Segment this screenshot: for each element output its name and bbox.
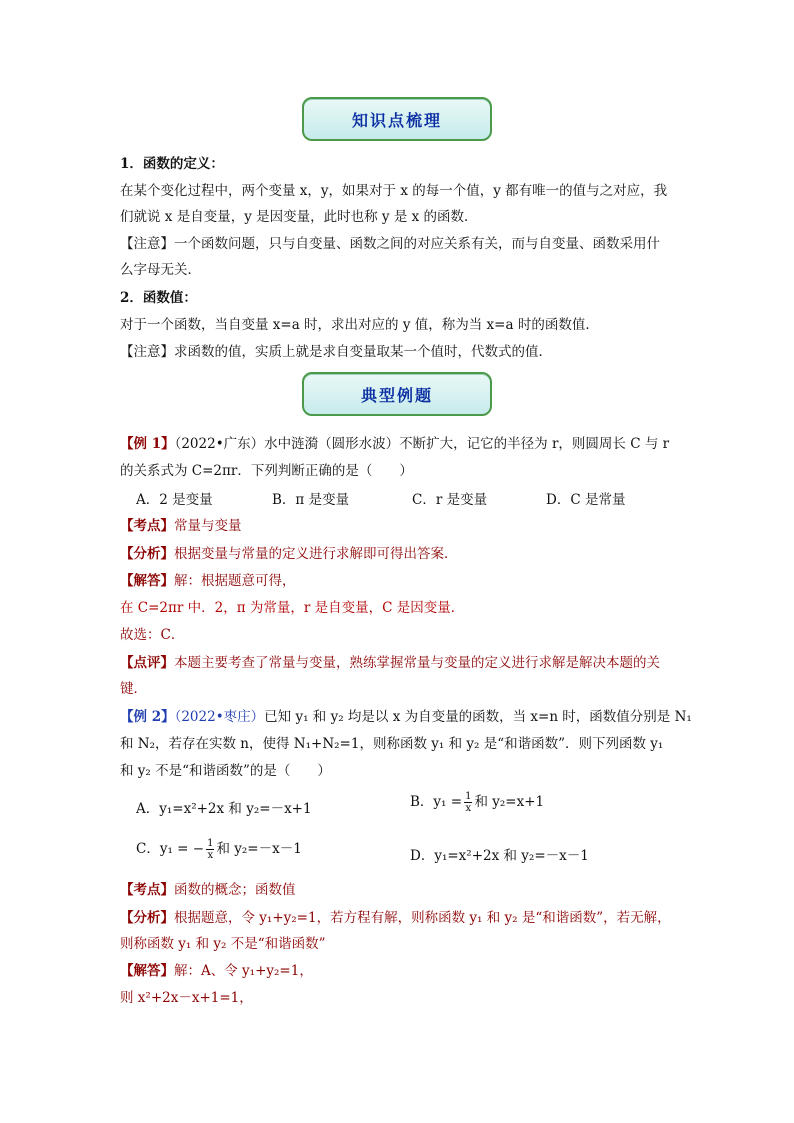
ex1-dianping-line2: 键． (120, 681, 147, 697)
label-tag: 【考点】 (120, 882, 174, 898)
ex2-jieda (120, 961, 680, 981)
ex1-q1: （2022•广东）水中涟漪（圆形水波）不断扩大，记它的半径为 r，则圆周长 C 与 r (174, 436, 670, 452)
ex2-option-c (136, 837, 302, 861)
ex2-source: （2022•枣庄） (174, 709, 265, 725)
section-title: 知识点梳理 (351, 110, 442, 130)
section-title-badge-knowledge (302, 97, 492, 141)
ex2-question-line1 (120, 707, 692, 727)
k1-note2: 么字母无关． (120, 262, 201, 278)
option-letter: B． (410, 794, 434, 810)
ex1-dianping (120, 653, 680, 673)
denominator: x (207, 850, 214, 861)
k2-note: 【注意】求函数的值，实质上就是求自变量取某一个值时，代数式的值． (120, 344, 552, 360)
option-lhs: y₁ = (433, 794, 463, 810)
option-lhs: y₁ = − (159, 841, 205, 857)
ex1-option-b: B．π 是变量 (272, 492, 350, 508)
k2-line1: 对于一个函数，当自变量 x=a 时，求出对应的 y 值，称为当 x=a 时的函数值． (120, 317, 599, 333)
ex1-tag: 【例 1】 (120, 436, 175, 452)
label-tag: 【分析】 (120, 910, 174, 926)
ex1-question-line1 (120, 434, 680, 454)
k2-heading: 2．函数值： (120, 290, 197, 306)
ex2-option-b (410, 790, 544, 814)
k1-note1: 【注意】一个函数问题，只与自变量、函数之间的对应关系有关，而与自变量、函数采用什 (120, 236, 660, 252)
ex2-q1: 已知 y₁ 和 y₂ 均是以 x 为自变量的函数，当 x=n 时，函数值分别是 N₁ (264, 709, 692, 725)
section-title: 典型例题 (360, 385, 433, 405)
jieda-text: 解：A、令 y₁+y₂=1， (174, 963, 313, 979)
k1-line2: 们就说 x 是自变量，y 是因变量，此时也称 y 是 x 的函数． (120, 209, 478, 225)
label-tag: 【解答】 (120, 573, 174, 589)
label-tag: 【解答】 (120, 963, 174, 979)
ex2-tag: 【例 2】 (120, 709, 175, 725)
label-tag: 【考点】 (120, 518, 174, 534)
denominator: x (465, 803, 472, 814)
ex1-kaodian (120, 516, 680, 536)
section-title-badge-examples (302, 372, 492, 416)
jieda-text: 解：根据题意可得， (174, 573, 296, 589)
ex1-option-d: D．C 是常量 (546, 492, 626, 508)
fenxi-text: 根据变量与常量的定义进行求解即可得出答案． (174, 546, 458, 562)
label-tag: 【点评】 (120, 655, 174, 671)
ex2-q2: 和 N₂，若存在实数 n，使得 N₁+N₂=1，则称函数 y₁ 和 y₂ 是“和谐函数”．则下列函数 y₁ (120, 736, 664, 752)
numerator: 1 (465, 791, 472, 802)
ex1-choice: 故选：C． (120, 627, 185, 643)
k1-line1: 在某个变化过程中，两个变量 x，y，如果对于 x 的每一个值，y 都有唯一的值与之对应，我 (120, 183, 668, 199)
ex2-q3: 和 y₂ 不是“和谐函数”的是（ ） (120, 763, 331, 779)
ex1-q2: 的关系式为 C=2πr．下列判断正确的是（ ） (120, 463, 413, 479)
kaodian-text: 函数的概念；函数值 (174, 882, 296, 898)
dianping-text: 本题主要考查了常量与变量，熟练掌握常量与变量的定义进行求解是解决本题的关 (174, 655, 660, 671)
option-letter: C． (136, 841, 160, 857)
fenxi-text: 根据题意，令 y₁+y₂=1，若方程有解，则称函数 y₁ 和 y₂ 是“和谐函数”，若无解， (174, 910, 671, 926)
k1-heading: 1．函数的定义： (120, 156, 224, 172)
ex2-kaodian (120, 880, 680, 900)
fraction (464, 791, 472, 814)
ex1-option-c: C．r 是变量 (412, 492, 488, 508)
fraction (206, 838, 214, 861)
ex1-option-a: A．2 是变量 (136, 492, 213, 508)
ex2-jieda-line2: 则 x²+2x－x+1=1， (120, 990, 253, 1006)
option-rhs: 和 y₂=－x－1 (216, 841, 302, 857)
option-rhs: 和 y₂=x+1 (474, 794, 545, 810)
ex2-option-d: D．y₁=x²+2x 和 y₂=－x－1 (410, 848, 589, 864)
ex2-fenxi-line2: 则称函数 y₁ 和 y₂ 不是“和谐函数” (120, 936, 326, 952)
ex1-fenxi (120, 544, 680, 564)
ex1-jieda (120, 571, 680, 591)
label-tag: 【分析】 (120, 546, 174, 562)
ex2-option-a: A．y₁=x²+2x 和 y₂=－x+1 (136, 801, 312, 817)
ex1-jieda-line2: 在 C=2πr 中．2，π 为常量，r 是自变量，C 是因变量． (120, 600, 465, 616)
numerator: 1 (207, 838, 214, 849)
kaodian-text: 常量与变量 (174, 518, 242, 534)
ex2-fenxi (120, 908, 680, 928)
